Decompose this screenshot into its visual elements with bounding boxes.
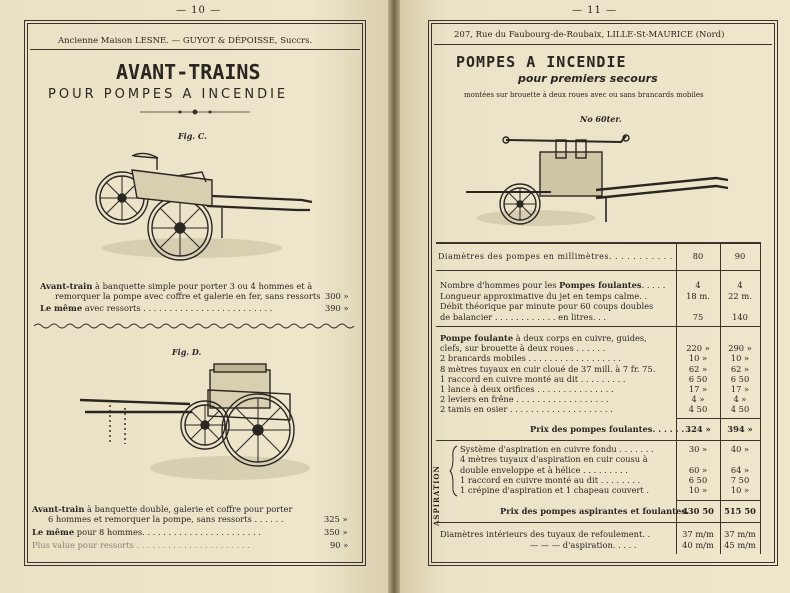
- table-cell-v1: 18 m.: [686, 290, 710, 301]
- table-cell-v2: 10 »: [730, 353, 750, 364]
- fig-c-row-3: [40, 304, 272, 314]
- table-row-label: [440, 354, 621, 364]
- fig-d-row-3: [32, 528, 261, 538]
- prix-aspirantes-80: 430 50: [682, 506, 714, 516]
- table-cell-v2: 22 m.: [728, 290, 752, 301]
- left-page: [0, 0, 390, 593]
- table-row-label: [440, 302, 653, 312]
- row-text: Longueur approximative du jet en temps calme. .: [440, 290, 648, 301]
- row-text: pour 8 hommes. . . . . . . . . . . . . . . . . . . . . . .: [74, 527, 261, 537]
- row-text: à deux corps en cuivre, guides,: [513, 333, 647, 343]
- aspiration-vertical-label: ASPIRATION: [432, 465, 441, 526]
- table-cell-v1: 75: [692, 311, 704, 322]
- table-cell-v1: 17 »: [688, 384, 708, 394]
- avant-train-single-illustration: [82, 148, 322, 268]
- row-text: Débit théorique par minute pour 60 coups doubles: [440, 301, 654, 311]
- sum-rule: [676, 500, 760, 501]
- table-cell-v2: 64 »: [730, 464, 750, 475]
- row-text: à banquette double, galerie et coffre pour porter: [84, 504, 293, 514]
- fig-d-label: Fig. D.: [172, 347, 202, 357]
- table-row-label: [440, 375, 626, 385]
- row-text: 2 brancards mobiles . . . . . . . . . . . . . . . . . .: [440, 353, 621, 364]
- right-subtitle-2: montées sur brouette à deux roues avec ou sans brancards mobiles: [464, 91, 704, 99]
- left-header: Ancienne Maison LESNE. — GUYOT & DÉPOISSE, Succrs.: [58, 36, 313, 46]
- table-row-label: [440, 281, 665, 291]
- header-rule: [30, 49, 360, 50]
- price-390: 390 »: [325, 303, 349, 313]
- table-row-label: 1 raccord en cuivre monté au dit . . . . . . . .: [460, 474, 641, 485]
- table-row-label: [440, 334, 647, 344]
- page-number-left: — 10 —: [176, 5, 222, 16]
- table-row-label: [440, 405, 613, 415]
- avant-train-double-illustration: [80, 360, 320, 490]
- row-text: 1 raccord en cuivre monté au dit . . . . . . . . .: [440, 373, 626, 384]
- table-cell-v1: 4 »: [691, 394, 705, 405]
- table-cell-v1: 30 »: [688, 444, 708, 454]
- table-cell-v2: 4 50: [730, 404, 750, 415]
- page-title-pompes: POMPES A INCENDIE: [456, 53, 627, 71]
- table-cell-v2: 4: [737, 280, 743, 290]
- page-title-avant-trains: AVANT-TRAINS: [116, 60, 261, 84]
- price-325: 325 »: [324, 514, 348, 524]
- prix-foulantes-80: 324 »: [685, 424, 711, 434]
- wavy-divider: [34, 322, 356, 330]
- row-bold: Avant-train: [40, 281, 93, 291]
- prix-foulantes-label: Prix des pompes foulantes. . . . . . .: [530, 424, 691, 434]
- aspir-90: 45 m/m: [724, 540, 756, 550]
- right-page: [400, 0, 790, 593]
- row-text: 8 mètres tuyaux en cuir cloué de 37 mill. à 7 fr. 75.: [440, 363, 656, 374]
- table-cell-v2: 40 »: [730, 444, 750, 454]
- row-text: clefs, sur brouette à deux roues . . . . . .: [440, 343, 606, 354]
- table-cell-v1: 10 »: [688, 485, 708, 496]
- fig-d-row-4: [32, 541, 250, 551]
- table-row-label: [440, 365, 655, 375]
- table-cell-v1: 6 50: [688, 373, 708, 384]
- table-row-label: double enveloppe et à hélice . . . . . . . . .: [460, 464, 628, 475]
- table-cell-v2: 62 »: [730, 363, 750, 374]
- table-cell-v1: 60 »: [688, 464, 708, 475]
- table-rule: [436, 326, 760, 327]
- left-subtitle: POUR POMPES A INCENDIE: [48, 87, 289, 102]
- right-subtitle: pour premiers secours: [518, 72, 658, 85]
- diam-tuyaux-refoulement: Diamètres intérieurs des tuyaux de refoulement. .: [440, 529, 651, 539]
- table-cell-v2: 4 »: [733, 394, 747, 405]
- fire-pump-illustration: [466, 132, 736, 232]
- diam-pompes-label: Diamètres des pompes en millimètres. . . . . . . . . . .: [438, 252, 673, 261]
- row-text: 1 lance à deux orifices . . . . . . . . . . . . . . .: [440, 384, 614, 394]
- table-row-label: Système d'aspiration en cuivre fondu . . . . . . .: [460, 444, 654, 454]
- fig-c-row-2: [55, 292, 320, 302]
- row-text: . . . . .: [641, 280, 666, 290]
- aspiration-brace: [450, 446, 458, 496]
- header-rule: [434, 44, 772, 45]
- price-90: 90 »: [330, 540, 349, 550]
- table-row-label: [440, 395, 609, 405]
- col-90: 90: [734, 251, 746, 261]
- fig-d-row-2: [48, 515, 284, 525]
- table-top-rule: [436, 242, 760, 244]
- row-bold: Le même: [40, 303, 83, 313]
- table-cell-v1: 4: [695, 280, 701, 290]
- table-cell-v1: 220 »: [686, 343, 710, 354]
- row-text: 6 hommes et remorquer la pompe, sans ressorts . . . . . .: [48, 514, 284, 524]
- prix-aspirantes-90: 515 50: [724, 506, 756, 516]
- row-text: de balancier . . . . . . . . . . . . en litres. . .: [440, 311, 607, 322]
- table-row-label: [440, 344, 605, 354]
- prix-foulantes-90: 394 »: [727, 424, 753, 434]
- row-text: remorquer la pompe avec coffre et galerie en fer, sans ressorts: [55, 291, 321, 301]
- model-number: No 60ter.: [580, 114, 622, 124]
- ornament-divider: [140, 108, 250, 116]
- aspir-80: 40 m/m: [682, 540, 714, 550]
- row-bold: Pompe foulante: [440, 333, 514, 343]
- row-bold: Avant-train: [32, 504, 85, 514]
- row-text: à banquette simple pour porter 3 ou 4 hommes et à: [92, 281, 313, 291]
- row-text: 2 tamis en osier . . . . . . . . . . . . . . . . . . . .: [440, 404, 613, 415]
- row-text: Nombre d'hommes pour les: [440, 280, 560, 290]
- prix-aspirantes-label: Prix des pompes aspirantes et foulantes.: [500, 506, 689, 516]
- table-cell-v2: 7 50: [730, 474, 750, 485]
- sum-rule: [676, 418, 760, 419]
- table-cell-v1: 62 »: [688, 363, 708, 374]
- row-bold: Le même: [32, 527, 75, 537]
- table-cell-v1: 6 50: [688, 474, 708, 485]
- refoul-80: 37 m/m: [682, 529, 714, 539]
- price-300: 300 »: [325, 291, 349, 301]
- table-cell-v2: 10 »: [730, 485, 750, 496]
- table-row-label: 1 crépine d'aspiration et 1 chapeau couvert .: [460, 485, 649, 496]
- table-row-label: [440, 313, 606, 323]
- page-number-right: — 11 —: [572, 5, 618, 16]
- refoul-90: 37 m/m: [724, 529, 756, 539]
- col-80: 80: [692, 251, 704, 261]
- row-text: 2 leviers en frêne . . . . . . . . . . . . . . . . . .: [440, 394, 609, 405]
- table-row-label: 4 mètres tuyaux d'aspiration en cuir cousu à: [460, 454, 648, 465]
- table-rule: [436, 270, 760, 271]
- row-text: Plus value pour ressorts . . . . . . . . . . . . . . . . . . . . . .: [32, 540, 250, 550]
- table-rule: [436, 440, 760, 441]
- table-cell-v2: 17 »: [730, 384, 750, 394]
- table-cell-v1: 10 »: [688, 353, 708, 364]
- table-col-divider-3: [760, 242, 761, 554]
- right-header: 207, Rue du Faubourg-de-Roubaix, LILLE-St-MAURICE (Nord): [454, 30, 725, 40]
- table-row-label: [440, 385, 614, 395]
- table-cell-v2: 290 »: [728, 343, 752, 354]
- diam-tuyaux-aspiration: — — — d'aspiration. . . . .: [530, 540, 637, 550]
- table-row-label: [440, 292, 647, 302]
- table-cell-v1: 4 50: [688, 404, 708, 415]
- price-350: 350 »: [324, 527, 348, 537]
- table-cell-v2: 140: [732, 311, 748, 322]
- row-text: avec ressorts . . . . . . . . . . . . . . . . . . . . . . . . .: [82, 303, 273, 313]
- row-bold: Pompes foulantes: [559, 280, 642, 290]
- table-cell-v2: 6 50: [730, 373, 750, 384]
- fig-c-label: Fig. C.: [178, 131, 207, 141]
- table-rule: [436, 522, 760, 523]
